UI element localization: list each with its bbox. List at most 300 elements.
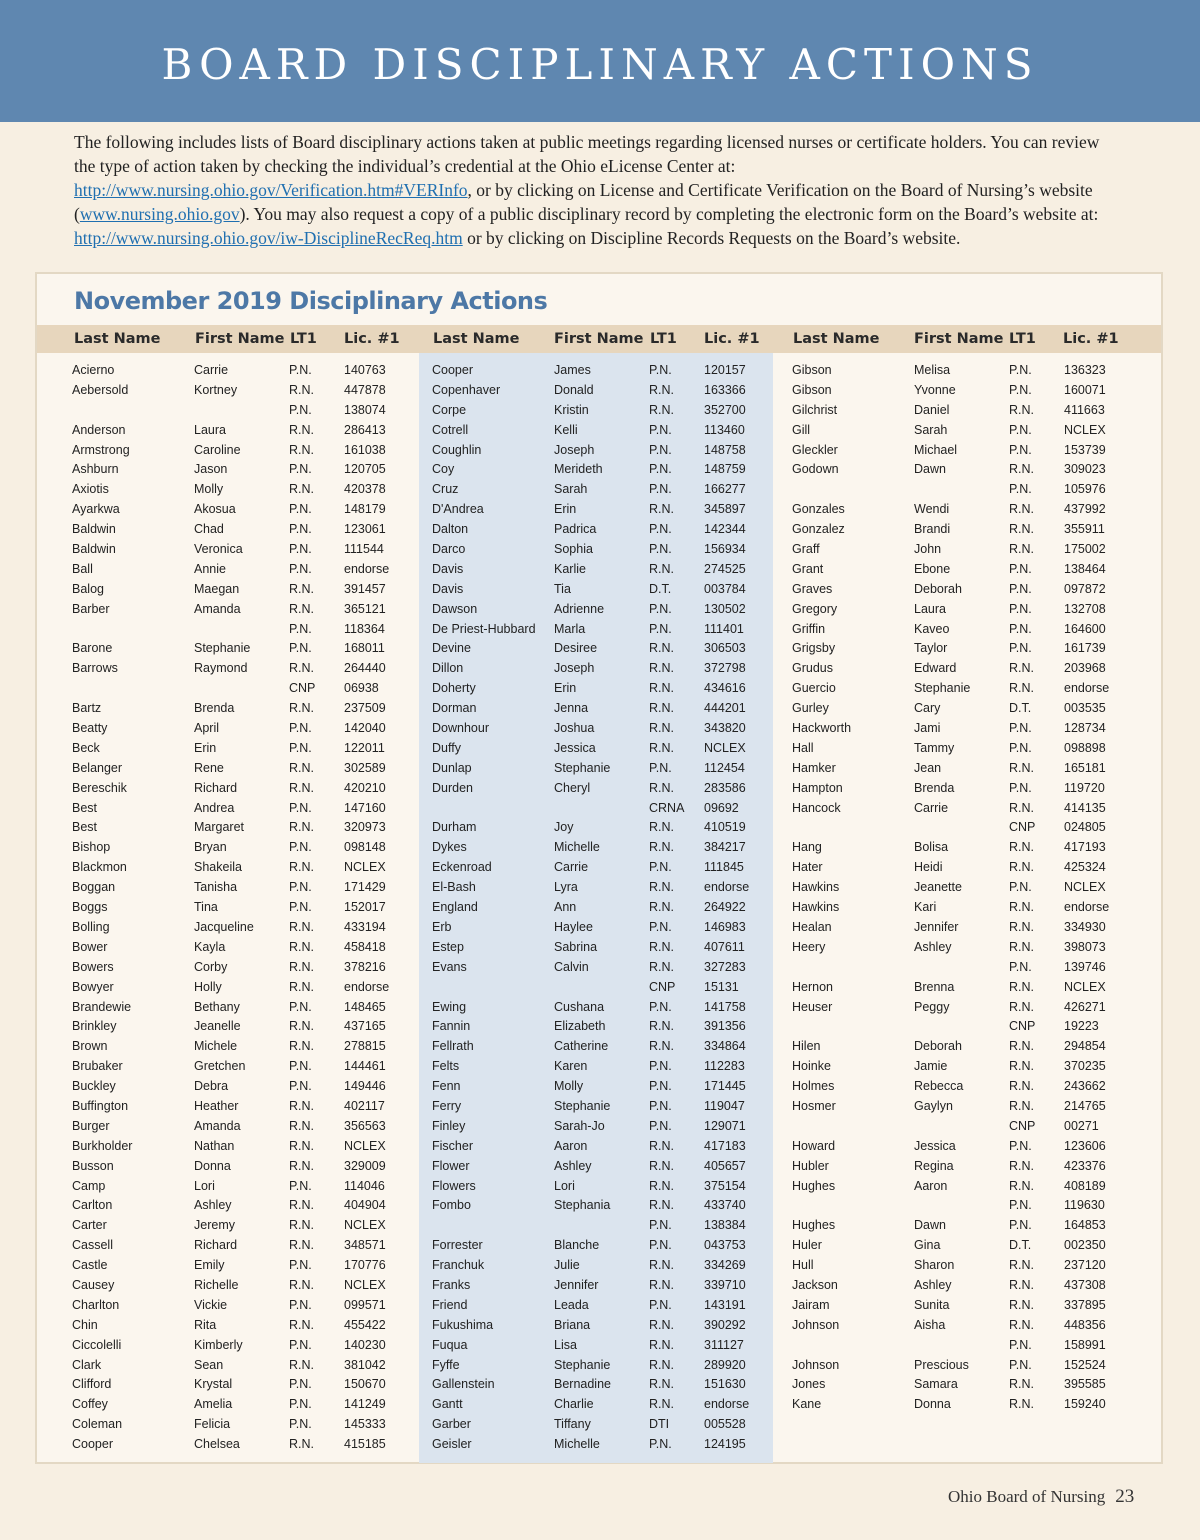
table-row bbox=[792, 620, 1132, 640]
first-name-cell: Laura bbox=[914, 601, 946, 616]
last-name-cell: Dawson bbox=[432, 601, 478, 616]
last-name-cell: Ball bbox=[72, 561, 93, 576]
license-type-cell: R.N. bbox=[289, 482, 314, 497]
license-number-cell: 306503 bbox=[704, 641, 746, 656]
last-name-cell: Gantt bbox=[432, 1397, 463, 1412]
license-type-cell: P.N. bbox=[649, 1118, 672, 1133]
table-row bbox=[432, 500, 772, 520]
header-first-name: First Name bbox=[195, 331, 285, 347]
license-type-cell: R.N. bbox=[649, 402, 674, 417]
table-row bbox=[432, 898, 772, 918]
license-type-cell: R.N. bbox=[1009, 919, 1034, 934]
last-name-cell: Jairam bbox=[792, 1297, 830, 1312]
license-number-cell: 113460 bbox=[704, 422, 745, 437]
table-row bbox=[792, 401, 1132, 421]
last-name-cell: Bolling bbox=[72, 919, 110, 934]
license-type-cell: P.N. bbox=[289, 641, 312, 656]
last-name-cell: Doherty bbox=[432, 681, 476, 696]
license-number-cell: 264440 bbox=[344, 661, 386, 676]
first-name-cell: Richard bbox=[194, 780, 238, 795]
table-row bbox=[72, 639, 412, 659]
license-type-cell: P.N. bbox=[289, 1417, 312, 1432]
license-type-cell: R.N. bbox=[649, 1317, 674, 1332]
last-name-cell: Dunlap bbox=[432, 760, 472, 775]
first-name-cell: Adrienne bbox=[554, 601, 605, 616]
first-name-cell: Padrica bbox=[554, 522, 597, 537]
license-number-cell: 370235 bbox=[1064, 1059, 1106, 1074]
last-name-cell: Duffy bbox=[432, 740, 461, 755]
last-name-cell: Grigsby bbox=[792, 641, 836, 656]
table-row bbox=[72, 1336, 412, 1356]
first-name-cell: Cheryl bbox=[554, 780, 591, 795]
first-name-cell: Brenda bbox=[194, 701, 235, 716]
table-row bbox=[72, 401, 412, 421]
license-type-cell: R.N. bbox=[1009, 402, 1034, 417]
table-row bbox=[72, 1117, 412, 1137]
license-number-cell: 120705 bbox=[344, 462, 386, 477]
table-row bbox=[72, 421, 412, 441]
license-type-cell: R.N. bbox=[289, 601, 314, 616]
table-row bbox=[432, 1415, 772, 1435]
last-name-cell: Best bbox=[72, 800, 98, 815]
last-name-cell: Dalton bbox=[432, 522, 469, 537]
license-type-cell: R.N. bbox=[1009, 1297, 1034, 1312]
license-type-cell: P.N. bbox=[1009, 581, 1032, 596]
table-row bbox=[432, 659, 772, 679]
table-row bbox=[432, 719, 772, 739]
license-number-cell: 098148 bbox=[344, 840, 386, 855]
last-name-cell: Devine bbox=[432, 641, 471, 656]
last-name-cell: Barber bbox=[72, 601, 110, 616]
table-row bbox=[432, 1316, 772, 1336]
license-type-cell: P.N. bbox=[1009, 721, 1032, 736]
table-row bbox=[432, 739, 772, 759]
license-type-cell: R.N. bbox=[649, 820, 674, 835]
license-number-cell: 411663 bbox=[1064, 402, 1105, 417]
license-type-cell: R.N. bbox=[1009, 661, 1034, 676]
license-type-cell: P.N. bbox=[1009, 621, 1032, 636]
last-name-cell: Hawkins bbox=[792, 900, 840, 915]
table-row bbox=[792, 1375, 1132, 1395]
license-number-cell: 119630 bbox=[1064, 1198, 1105, 1213]
intro-text-4: or by clicking on Discipline Records Requests on the Board’s website. bbox=[462, 228, 961, 248]
table-row bbox=[432, 441, 772, 461]
last-name-cell: England bbox=[432, 900, 478, 915]
records-column-2 bbox=[432, 361, 772, 1455]
license-type-cell: P.N. bbox=[1009, 959, 1032, 974]
license-type-cell: P.N. bbox=[289, 840, 312, 855]
license-type-cell: P.N. bbox=[289, 1178, 312, 1193]
license-type-cell: P.N. bbox=[289, 900, 312, 915]
first-name-cell: Jenna bbox=[554, 701, 589, 716]
table-row bbox=[72, 1017, 412, 1037]
table-row bbox=[792, 460, 1132, 480]
last-name-cell: Bishop bbox=[72, 840, 111, 855]
license-number-cell: 143191 bbox=[704, 1297, 746, 1312]
license-type-cell: R.N. bbox=[649, 661, 674, 676]
license-type-cell: P.N. bbox=[649, 860, 672, 875]
table-row bbox=[792, 1316, 1132, 1336]
intro-text-3: ). You may also request a copy of a public disciplinary record by completing the electronic form on the Board’s website at: bbox=[239, 204, 1099, 224]
license-number-cell: 123061 bbox=[344, 522, 386, 537]
last-name-cell: Fischer bbox=[432, 1138, 473, 1153]
first-name-cell: Chelsea bbox=[194, 1437, 240, 1452]
table-row bbox=[432, 958, 772, 978]
license-type-cell: P.N. bbox=[1009, 1218, 1032, 1233]
license-number-cell: 138074 bbox=[344, 402, 386, 417]
last-name-cell: Brubaker bbox=[72, 1059, 123, 1074]
license-type-cell: R.N. bbox=[1009, 1258, 1034, 1273]
license-type-cell: P.N. bbox=[289, 1397, 312, 1412]
license-type-cell: R.N. bbox=[289, 422, 314, 437]
last-name-cell: Felts bbox=[432, 1059, 460, 1074]
first-name-cell: Prescious bbox=[914, 1357, 969, 1372]
last-name-cell: Burger bbox=[72, 1118, 110, 1133]
first-name-cell: Cushana bbox=[554, 999, 605, 1014]
table-row bbox=[72, 1216, 412, 1236]
license-number-cell: 171445 bbox=[704, 1079, 746, 1094]
table-row bbox=[72, 1077, 412, 1097]
first-name-cell: Gaylyn bbox=[914, 1098, 953, 1113]
license-type-cell: R.N. bbox=[649, 1019, 674, 1034]
first-name-cell: Jennifer bbox=[914, 919, 959, 934]
last-name-cell: Hughes bbox=[792, 1178, 836, 1193]
license-number-cell: 003784 bbox=[704, 581, 746, 596]
last-name-cell: Bowyer bbox=[72, 979, 114, 994]
license-number-cell: endorse bbox=[344, 979, 390, 994]
header-lt1: LT1 bbox=[1009, 331, 1036, 347]
license-type-cell: R.N. bbox=[1009, 681, 1034, 696]
first-name-cell: Blanche bbox=[554, 1238, 600, 1253]
first-name-cell: Jean bbox=[914, 760, 942, 775]
license-type-cell: CNP bbox=[1009, 1118, 1036, 1133]
first-name-cell: Kristin bbox=[554, 402, 589, 417]
first-name-cell: Sabrina bbox=[554, 939, 598, 954]
license-type-cell: R.N. bbox=[649, 1198, 674, 1213]
license-type-cell: P.N. bbox=[649, 999, 672, 1014]
table-row bbox=[72, 858, 412, 878]
table-row bbox=[792, 500, 1132, 520]
license-type-cell: P.N. bbox=[289, 880, 312, 895]
table-row bbox=[72, 799, 412, 819]
license-number-cell: 444201 bbox=[704, 701, 746, 716]
last-name-cell: Fukushima bbox=[432, 1317, 494, 1332]
table-row bbox=[792, 679, 1132, 699]
last-name-cell: Durham bbox=[432, 820, 477, 835]
license-number-cell: 151630 bbox=[704, 1377, 746, 1392]
first-name-cell: Gina bbox=[914, 1238, 941, 1253]
table-row bbox=[792, 520, 1132, 540]
license-number-cell: 148758 bbox=[704, 442, 746, 457]
license-type-cell: P.N. bbox=[649, 1079, 672, 1094]
last-name-cell: Ayarkwa bbox=[72, 502, 120, 517]
first-name-cell: Holly bbox=[194, 979, 222, 994]
first-name-cell: April bbox=[194, 721, 220, 736]
license-number-cell: 111401 bbox=[704, 621, 744, 636]
table-row bbox=[432, 1296, 772, 1316]
license-type-cell: R.N. bbox=[289, 760, 314, 775]
license-number-cell: 130502 bbox=[704, 601, 746, 616]
license-number-cell: 024805 bbox=[1064, 820, 1106, 835]
disciplinary-actions-panel bbox=[35, 272, 1163, 1464]
last-name-cell: Cooper bbox=[432, 363, 473, 377]
license-type-cell: R.N. bbox=[289, 919, 314, 934]
license-type-cell: R.N. bbox=[649, 1258, 674, 1273]
license-type-cell: R.N. bbox=[649, 1337, 674, 1352]
license-type-cell: DTI bbox=[649, 1417, 670, 1432]
table-row bbox=[72, 600, 412, 620]
first-name-cell: Catherine bbox=[554, 1039, 609, 1054]
license-type-cell: R.N. bbox=[1009, 840, 1034, 855]
last-name-cell: Gibson bbox=[792, 363, 832, 377]
first-name-cell: Karlie bbox=[554, 561, 586, 576]
license-type-cell: R.N. bbox=[289, 1238, 314, 1253]
first-name-cell: Desiree bbox=[554, 641, 598, 656]
table-row bbox=[72, 1057, 412, 1077]
last-name-cell: Castle bbox=[72, 1258, 108, 1273]
first-name-cell: Amanda bbox=[194, 601, 241, 616]
license-number-cell: 164600 bbox=[1064, 621, 1106, 636]
table-row bbox=[72, 898, 412, 918]
license-type-cell: R.N. bbox=[1009, 1079, 1034, 1094]
header-first-name: First Name bbox=[914, 331, 1004, 347]
first-name-cell: Bolisa bbox=[914, 840, 949, 855]
license-type-cell: R.N. bbox=[649, 721, 674, 736]
first-name-cell: Joshua bbox=[554, 721, 595, 736]
license-number-cell: 19223 bbox=[1064, 1019, 1099, 1034]
last-name-cell: Gilchrist bbox=[792, 402, 838, 417]
first-name-cell: Andrea bbox=[194, 800, 235, 815]
last-name-cell: Gleckler bbox=[792, 442, 838, 457]
footer-org: Ohio Board of Nursing bbox=[948, 1487, 1106, 1506]
table-row bbox=[72, 1395, 412, 1415]
license-number-cell: 138464 bbox=[1064, 561, 1106, 576]
license-type-cell: P.N. bbox=[289, 363, 312, 377]
last-name-cell: Ewing bbox=[432, 999, 467, 1014]
first-name-cell: Erin bbox=[194, 740, 217, 755]
first-name-cell: Ann bbox=[554, 900, 577, 915]
license-type-cell: R.N. bbox=[289, 442, 314, 457]
table-row bbox=[792, 480, 1132, 500]
license-number-cell: 294854 bbox=[1064, 1039, 1106, 1054]
license-type-cell: P.N. bbox=[649, 422, 672, 437]
last-name-cell: Fellrath bbox=[432, 1039, 474, 1054]
last-name-cell: Jones bbox=[792, 1377, 826, 1392]
table-row bbox=[432, 580, 772, 600]
last-name-cell: Flowers bbox=[432, 1178, 476, 1193]
license-number-cell: 128734 bbox=[1064, 721, 1106, 736]
first-name-cell: Kortney bbox=[194, 382, 238, 397]
last-name-cell: Heuser bbox=[792, 999, 833, 1014]
last-name-cell: Baldwin bbox=[72, 522, 116, 537]
last-name-cell: Carter bbox=[72, 1218, 107, 1233]
table-row bbox=[792, 1256, 1132, 1276]
last-name-cell: Barone bbox=[72, 641, 113, 656]
first-name-cell: Amelia bbox=[194, 1397, 233, 1412]
first-name-cell: Carrie bbox=[194, 363, 229, 377]
license-number-cell: 141758 bbox=[704, 999, 746, 1014]
table-row bbox=[432, 1117, 772, 1137]
license-type-cell: R.N. bbox=[649, 740, 674, 755]
last-name-cell: Forrester bbox=[432, 1238, 483, 1253]
license-type-cell: CNP bbox=[649, 979, 676, 994]
first-name-cell: Jennifer bbox=[554, 1277, 599, 1292]
table-row bbox=[792, 978, 1132, 998]
license-number-cell: 112283 bbox=[704, 1059, 745, 1074]
license-type-cell: R.N. bbox=[289, 780, 314, 795]
license-type-cell: P.N. bbox=[1009, 442, 1032, 457]
last-name-cell: Coleman bbox=[72, 1417, 123, 1432]
last-name-cell: Ferry bbox=[432, 1098, 462, 1113]
last-name-cell: Best bbox=[72, 820, 98, 835]
first-name-cell: Ashley bbox=[554, 1158, 592, 1173]
table-row bbox=[792, 799, 1132, 819]
table-row bbox=[432, 421, 772, 441]
license-number-cell: 111845 bbox=[704, 860, 744, 875]
last-name-cell: Gill bbox=[792, 422, 811, 437]
license-type-cell: P.N. bbox=[1009, 740, 1032, 755]
last-name-cell: Axiotis bbox=[72, 482, 109, 497]
last-name-cell: Kane bbox=[792, 1397, 822, 1412]
last-name-cell: Coy bbox=[432, 462, 455, 477]
table-row bbox=[72, 1316, 412, 1336]
first-name-cell: Bernadine bbox=[554, 1377, 611, 1392]
license-number-cell: 408189 bbox=[1064, 1178, 1106, 1193]
license-number-cell: 203968 bbox=[1064, 661, 1106, 676]
table-row bbox=[792, 1097, 1132, 1117]
intro-text-1: The following includes lists of Board disciplinary actions taken at public meetings regarding licensed nurses or certificate holders. You can review the type of action taken by checking the individual’s credential at the Ohio eLicense Center at: bbox=[74, 132, 1100, 176]
license-number-cell: 119720 bbox=[1064, 780, 1105, 795]
license-number-cell: endorse bbox=[1064, 900, 1110, 915]
first-name-cell: Stephanie bbox=[194, 641, 251, 656]
license-type-cell: R.N. bbox=[1009, 542, 1034, 557]
license-number-cell: 458418 bbox=[344, 939, 386, 954]
license-number-cell: 425324 bbox=[1064, 860, 1106, 875]
last-name-cell: Gallenstein bbox=[432, 1377, 495, 1392]
last-name-cell: Cruz bbox=[432, 482, 459, 497]
table-row bbox=[792, 958, 1132, 978]
first-name-cell: Sean bbox=[194, 1357, 224, 1372]
table-row bbox=[792, 759, 1132, 779]
last-name-cell: Aebersold bbox=[72, 382, 129, 397]
license-type-cell: R.N. bbox=[1009, 900, 1034, 915]
license-type-cell: D.T. bbox=[1009, 1238, 1032, 1253]
last-name-cell: Dorman bbox=[432, 701, 477, 716]
license-number-cell: 417183 bbox=[704, 1138, 746, 1153]
last-name-cell: Evans bbox=[432, 959, 467, 974]
last-name-cell: Balog bbox=[72, 581, 104, 596]
table-row bbox=[792, 1117, 1132, 1137]
last-name-cell: Hater bbox=[792, 860, 823, 875]
table-row bbox=[792, 1037, 1132, 1057]
header-lic1: Lic. #1 bbox=[704, 331, 760, 347]
table-row bbox=[72, 540, 412, 560]
last-name-cell: Coughlin bbox=[432, 442, 482, 457]
license-number-cell: 334269 bbox=[704, 1258, 746, 1273]
license-type-cell: P.N. bbox=[289, 502, 312, 517]
license-number-cell: 402117 bbox=[344, 1098, 385, 1113]
first-name-cell: Tiffany bbox=[554, 1417, 591, 1432]
last-name-cell: Ashburn bbox=[72, 462, 119, 477]
last-name-cell: Hughes bbox=[792, 1218, 836, 1233]
last-name-cell: Brinkley bbox=[72, 1019, 117, 1034]
first-name-cell: Tina bbox=[194, 900, 218, 915]
table-row bbox=[72, 460, 412, 480]
table-row bbox=[792, 421, 1132, 441]
last-name-cell: Buffington bbox=[72, 1098, 129, 1113]
license-type-cell: R.N. bbox=[289, 1019, 314, 1034]
first-name-cell: James bbox=[554, 363, 591, 377]
table-row bbox=[792, 1057, 1132, 1077]
records-request-link[interactable]: http://www.nursing.ohio.gov/iw-DisciplineRecReq.htm bbox=[74, 228, 463, 248]
first-name-cell: Brenda bbox=[914, 780, 955, 795]
table-row bbox=[792, 818, 1132, 838]
license-type-cell: P.N. bbox=[289, 402, 312, 417]
first-name-cell: Aaron bbox=[914, 1178, 948, 1193]
table-row bbox=[792, 1296, 1132, 1316]
table-row bbox=[432, 1157, 772, 1177]
table-row bbox=[432, 1236, 772, 1256]
last-name-cell: Hamker bbox=[792, 760, 836, 775]
last-name-cell: Bartz bbox=[72, 701, 102, 716]
page-title: BOARD DISCIPLINARY ACTIONS bbox=[161, 40, 1039, 89]
first-name-cell: Michael bbox=[914, 442, 958, 457]
table-row bbox=[72, 739, 412, 759]
last-name-cell: Eckenroad bbox=[432, 860, 492, 875]
license-number-cell: 398073 bbox=[1064, 939, 1106, 954]
table-row bbox=[432, 1356, 772, 1376]
last-name-cell: Ciccolelli bbox=[72, 1337, 122, 1352]
license-number-cell: 286413 bbox=[344, 422, 386, 437]
license-number-cell: 145333 bbox=[344, 1417, 386, 1432]
license-number-cell: 105976 bbox=[1064, 482, 1106, 497]
license-number-cell: 159240 bbox=[1064, 1397, 1106, 1412]
license-number-cell: 391457 bbox=[344, 581, 386, 596]
first-name-cell: Stephanie bbox=[914, 681, 971, 696]
license-number-cell: 311127 bbox=[704, 1337, 744, 1352]
license-number-cell: 274525 bbox=[704, 561, 746, 576]
license-type-cell: R.N. bbox=[649, 701, 674, 716]
license-number-cell: 237120 bbox=[1064, 1258, 1106, 1273]
last-name-cell: Graff bbox=[792, 542, 820, 557]
first-name-cell: Vickie bbox=[194, 1297, 228, 1312]
board-website-link[interactable]: www.nursing.ohio.gov bbox=[79, 204, 240, 224]
table-row bbox=[792, 779, 1132, 799]
license-type-cell: P.N. bbox=[289, 800, 312, 815]
license-number-cell: 140230 bbox=[344, 1337, 386, 1352]
license-type-cell: P.N. bbox=[649, 1098, 672, 1113]
license-type-cell: R.N. bbox=[289, 939, 314, 954]
license-number-cell: 278815 bbox=[344, 1039, 386, 1054]
license-type-cell: R.N. bbox=[289, 1437, 314, 1452]
last-name-cell: Johnson bbox=[792, 1357, 840, 1372]
license-type-cell: R.N. bbox=[649, 681, 674, 696]
last-name-cell: Franchuk bbox=[432, 1258, 485, 1273]
first-name-cell: Heather bbox=[194, 1098, 239, 1113]
last-name-cell: Corpe bbox=[432, 402, 467, 417]
table-row bbox=[432, 401, 772, 421]
license-type-cell: P.N. bbox=[1009, 561, 1032, 576]
license-type-cell: R.N. bbox=[649, 1178, 674, 1193]
license-number-cell: endorse bbox=[1064, 681, 1110, 696]
table-row bbox=[72, 659, 412, 679]
license-number-cell: 327283 bbox=[704, 959, 746, 974]
table-row bbox=[792, 361, 1132, 381]
table-row bbox=[792, 580, 1132, 600]
verification-link[interactable]: http://www.nursing.ohio.gov/Verification.htm#VERInfo bbox=[74, 180, 468, 200]
table-row bbox=[432, 858, 772, 878]
last-name-cell: D'Andrea bbox=[432, 502, 484, 517]
